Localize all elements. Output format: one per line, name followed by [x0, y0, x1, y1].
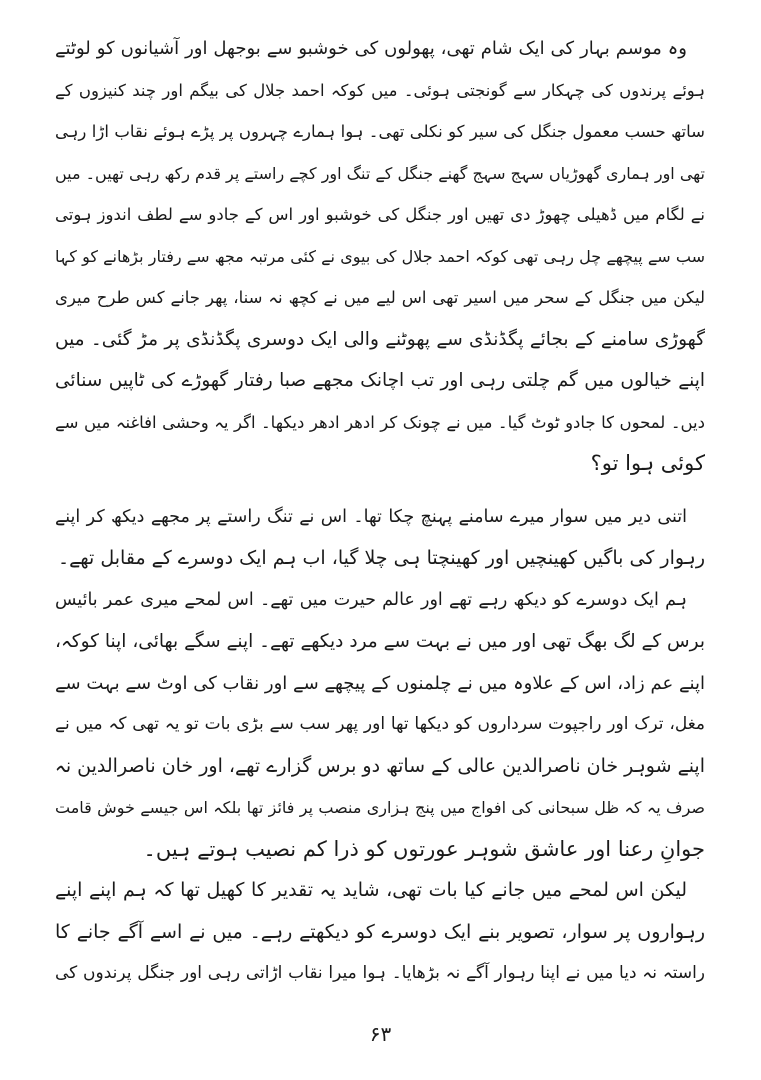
text-line: ہم ایک دوسرے کو دیکھ رہے تھے اور عالم حیرت میں تھے۔ اس لمحے میری عمر بائیس	[55, 589, 687, 610]
text-line: ساتھ حسب معمول جنگل کی سیر کو نکلی تھی۔ ہوا ہمارے چہروں پر پڑے ہوئے نقاب اڑا رہی	[55, 122, 705, 141]
urdu-text-body	[55, 28, 705, 995]
text-line: رہواروں پر سوار، تصویر بنے ایک دوسرے کو دیکھتے رہے۔ میں نے اسے آگے جانے کا	[55, 920, 705, 943]
text-line: نے لگام میں ڈھیلی چھوڑ دی تھیں اور جنگل کی خوشبو اور اس کے جادو سے لطف اندوز ہوتی	[55, 205, 705, 224]
text-line: صرف یہ کہ ظل سبحانی کی افواج میں پنج ہزاری منصب پر فائز تھا بلکہ اس جیسے خوش قامت	[55, 798, 705, 817]
text-line: کوئی ہوا تو؟	[590, 451, 705, 475]
text-line: تھی اور ہماری گھوڑیاں سہج سہج گھنے جنگل کے تنگ اور کچے راستے پر قدم رکھ رہی تھیں۔ میں	[55, 163, 705, 183]
text-line: سب سے پیچھے چل رہی تھی کوکہ احمد جلال کی بیوی نے کئی مرتبہ مجھ سے رفتار بڑھانے کو کہا	[55, 246, 705, 266]
text-line: اپنے شوہر خان ناصرالدین عالی کے ساتھ دو برس گزارے تھے، اور خان ناصرالدین نہ	[55, 754, 705, 777]
text-line: اپنے خیالوں میں گم چلتی رہی اور تب اچانک مجھے صبا رفتار گھوڑے کی ٹاپیں سنائی	[55, 370, 705, 391]
text-line: برس کے لگ بھگ تھی اور میں نے بہت سے مرد دیکھے تھے۔ اپنے سگے بھائی، اپنا کوکہ،	[55, 631, 705, 652]
text-line: لیکن اس لمحے میں جانے کیا بات تھی، شاید یہ تقدیر کا کھیل تھا کہ ہم اپنے اپنے	[55, 879, 687, 901]
page-number: ۶۳	[369, 1022, 392, 1046]
text-line: مغل، ترک اور راجپوت سرداروں کو دیکھا تھا اور پھر سب سے بڑی بات تو یہ تھی کہ میں نے	[55, 714, 705, 734]
text-line: اتنی دیر میں سوار میرے سامنے پہنچ چکا تھا۔ اس نے تنگ راستے پر مجھے دیکھ کر اپنے	[55, 506, 687, 527]
text-line: رہوار کی باگیں کھینچیں اور کھینچتا ہی چلا گیا، اب ہم ایک دوسرے کے مقابل تھے۔	[58, 547, 705, 569]
text-line: وہ موسم بہار کی ایک شام تھی، پھولوں کی خوشبو سے بوجھل اور آشیانوں کو لوٹتے	[55, 38, 687, 59]
paragraph-gap	[55, 485, 705, 497]
text-line: دیں۔ لمحوں کا جادو ٹوٹ گیا۔ میں نے چونک کر ادھر ادھر دیکھا۔ اگر یہ وحشی افاغنہ میں سے	[55, 412, 705, 432]
text-line: راستہ نہ دیا میں نے اپنا رہوار آگے نہ بڑھایا۔ ہوا میرا نقاب اڑاتی رہی اور جنگل پرندوں کی	[55, 963, 705, 983]
text-line: گھوڑی سامنے کے بجائے پگڈنڈی سے پھوٹنے والی ایک دوسری پگڈنڈی پر مڑ گئی۔ میں	[55, 328, 705, 350]
text-line: لیکن میں جنگل کے سحر میں اسیر تھی اس لیے میں نے کچھ نہ سنا، پھر جانے کس طرح میری	[55, 288, 705, 307]
text-line: جوانِ رعنا اور عاشق شوہر عورتوں کو ذرا کم نصیب ہوتے ہیں۔	[143, 836, 705, 861]
text-line: اپنے عم زاد، اس کے علاوہ میں نے چلمنوں کے پیچھے سے اور نقاب کی اوٹ سے بہت سے	[55, 672, 705, 694]
text-line: ہوئے پرندوں کی چہکار سے گونجتی ہوئی۔ میں کوکہ احمد جلال کی بیگم اور چند کنیزوں کے	[55, 80, 705, 100]
